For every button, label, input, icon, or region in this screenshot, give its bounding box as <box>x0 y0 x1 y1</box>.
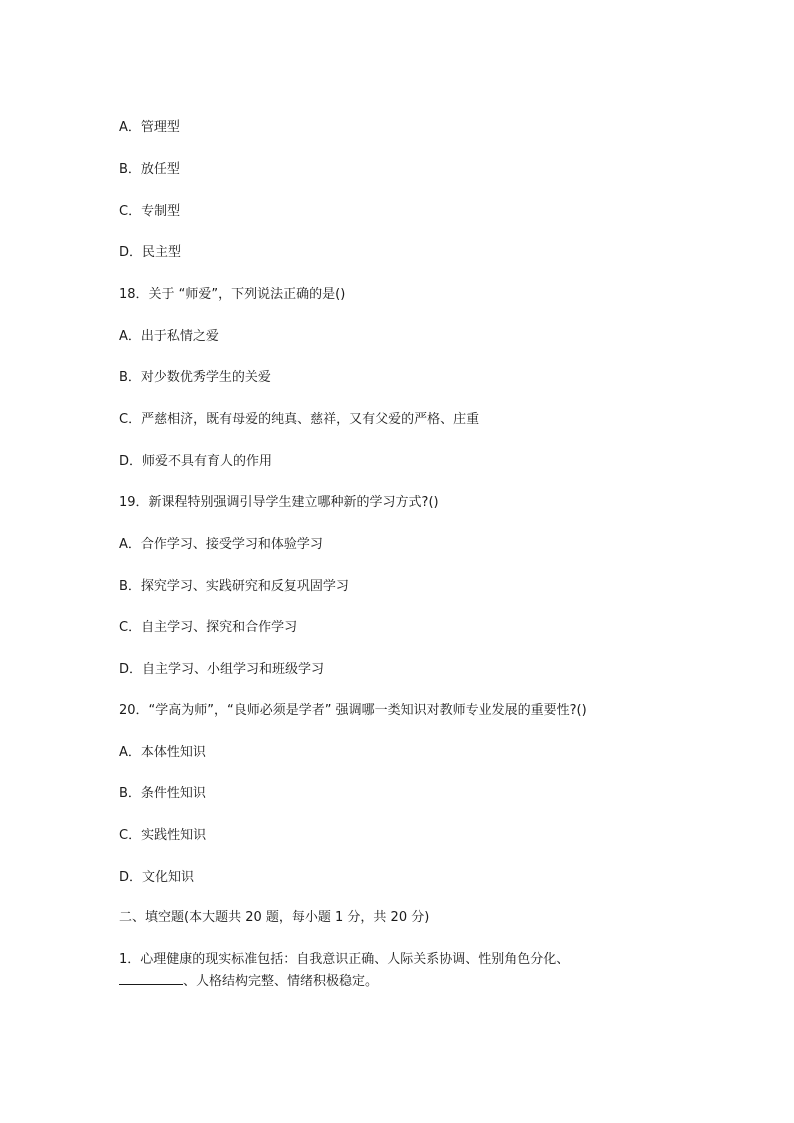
fill-q1-line2 <box>119 971 378 992</box>
q17-option-c: C．专制型 <box>119 204 181 219</box>
q18-option-a: A．出于私情之爱 <box>119 329 219 344</box>
q18-option-d: D．师爱不具有育人的作用 <box>119 454 273 469</box>
q18-option-b: B．对少数优秀学生的关爱 <box>119 370 271 385</box>
q18-stem: 18．关于 “师爱”，下列说法正确的是() <box>119 287 346 302</box>
section-heading: 二、填空题(本大题共 20 题，每小题 1 分，共 20 分) <box>119 910 430 925</box>
q20-option-d: D．文化知识 <box>119 870 195 885</box>
fill-q1-line1: 1．心理健康的现实标准包括：自我意识正确、人际关系协调、性别角色分化、 <box>119 952 570 967</box>
q17-option-a: A．管理型 <box>119 120 180 135</box>
q17-option-b: B．放任型 <box>119 162 180 177</box>
q20-option-b: B．条件性知识 <box>119 786 206 801</box>
q19-option-c: C．自主学习、探究和合作学习 <box>119 620 298 635</box>
q19-stem: 19．新课程特别强调引导学生建立哪种新的学习方式?() <box>119 495 439 510</box>
q19-option-b: B．探究学习、实践研究和反复巩固学习 <box>119 579 349 594</box>
q19-option-d: D．自主学习、小组学习和班级学习 <box>119 662 325 677</box>
q20-stem: 20．“学高为师”，“良师必须是学者” 强调哪一类知识对教师专业发展的重要性?() <box>119 703 587 718</box>
q20-option-c: C．实践性知识 <box>119 828 207 843</box>
q19-option-a: A．合作学习、接受学习和体验学习 <box>119 537 323 552</box>
answer-blank <box>119 971 183 985</box>
fill-q1-line2-text: 、人格结构完整、情绪积极稳定。 <box>183 974 379 989</box>
q20-option-a: A．本体性知识 <box>119 745 206 760</box>
q18-option-c: C．严慈相济，既有母爱的纯真、慈祥，又有父爱的严格、庄重 <box>119 412 480 427</box>
q17-option-d: D．民主型 <box>119 245 182 260</box>
